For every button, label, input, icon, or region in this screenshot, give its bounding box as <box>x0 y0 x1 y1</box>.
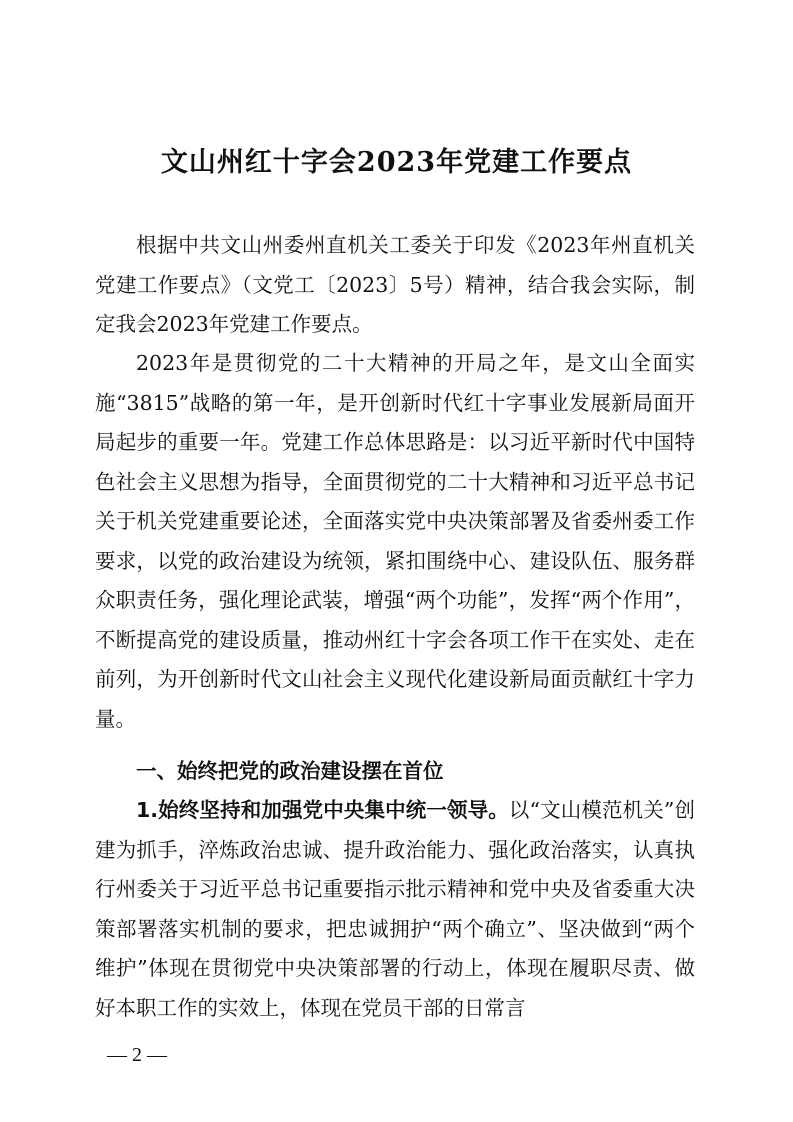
paragraph-overview: 2023年是贯彻党的二十大精神的开局之年，是文山全面实施“3815”战略的第一年，是开创新时代红十字事业发展新局面开局起步的重要一年。党建工作总体思路是：以习近平新时代中国特色社会主义思想为指导，全面贯彻党的二十大精神和习近平总书记关于机关党建重要论述，全面落实党中央决策部署及省委州委工作要求，以党的政治建设为统领，紧扣围绕中心、建设队伍、服务群众职责任务，强化理论武装，增强“两个功能”，发挥“两个作用”，不断提高党的建设质量，推动州红十字会各项工作干在实处、走在前列，为开创新时代文山社会主义现代化建设新局面贡献红十字力量。 <box>95 351 695 731</box>
document-title: 文山州红十字会2023年党建工作要点 <box>160 147 633 178</box>
paragraph-item-1 <box>95 791 695 1028</box>
paragraph-intro: 根据中共文山州委州直机关工委关于印发《2023年州直机关党建工作要点》（文党工〔2023〕5号）精神，结合我会实际，制定我会2023年党建工作要点。 <box>95 233 695 336</box>
section-heading: 一、始终把党的政治建设摆在首位 <box>136 759 444 783</box>
page-number: — 2 — <box>107 1044 167 1066</box>
item-1-lead: 1.始终坚持和加强党中央集中统一领导。 <box>136 798 509 822</box>
item-1-text: 以“文山模范机关”创建为抓手，淬炼政治忠诚、提升政治能力、强化政治落实，认真执行州委关于习近平总书记重要指示批示精神和党中央及省委重大决策部署落实机制的要求，把忠诚拥护“两个确立”、坚决做到“两个维护”体现在贯彻党中央决策部署的行动上，体现在履职尽责、做好本职工作的实效上，体现在党员干部的日常言 <box>95 798 695 1020</box>
